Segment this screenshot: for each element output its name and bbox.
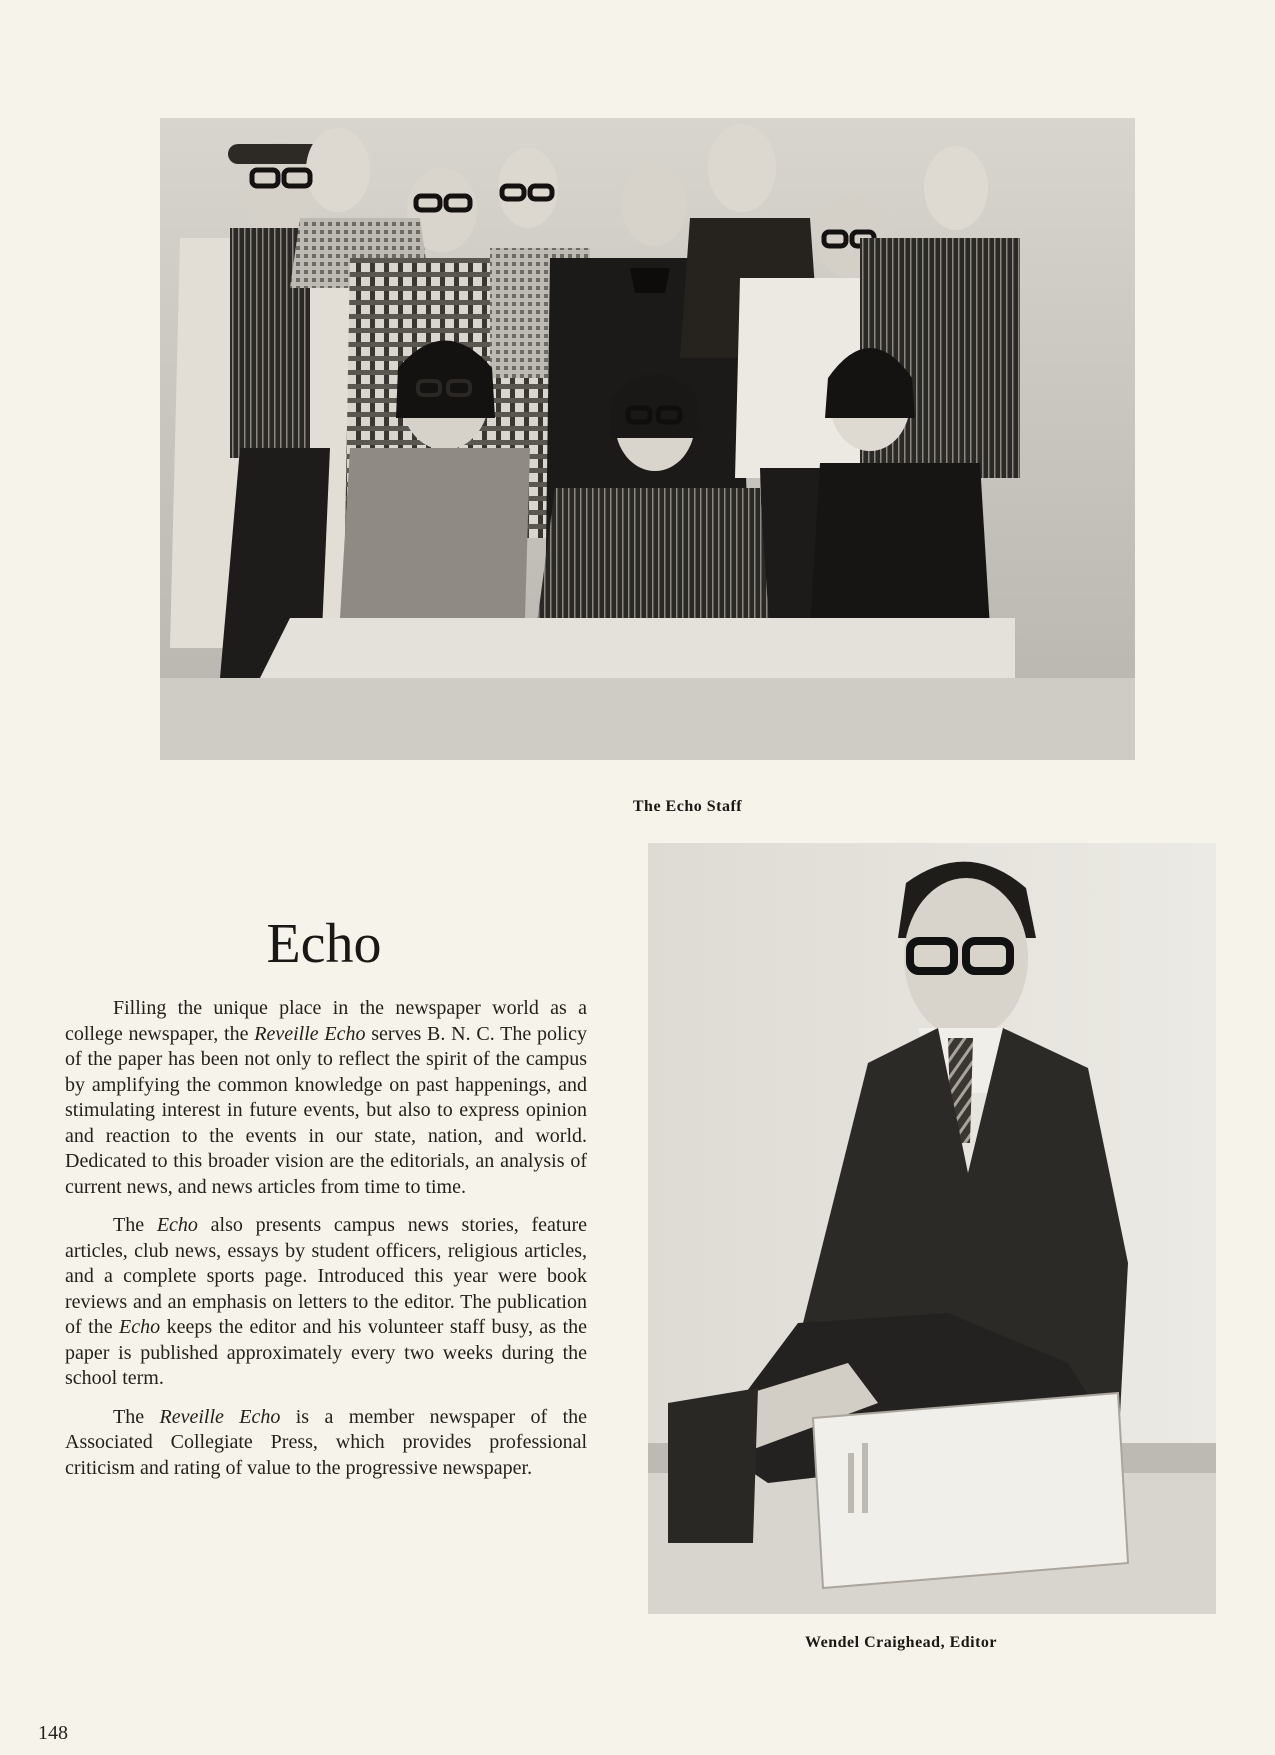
staff-group-photo-illustration	[160, 118, 1135, 760]
article-heading: Echo	[266, 913, 382, 975]
editor-photo-caption: Wendel Craighead, Editor	[805, 1634, 998, 1651]
staff-group-photo	[160, 118, 1135, 760]
staff-photo-caption: The Echo Staff	[632, 798, 743, 815]
article-paragraph-3: The Reveille Echo is a member newspaper of the Associated Collegiate Press, which provides professional criticism and rating of value to the progressive newspaper.	[65, 1405, 587, 1479]
editor-portrait-illustration	[648, 843, 1216, 1614]
article-body	[65, 996, 587, 1494]
page-number: 148	[38, 1722, 68, 1744]
article-paragraph-2: The Echo also presents campus news stories, feature articles, club news, essays by student officers, religious articles, and a complete sports page. Introduced this year were book reviews and an emphasis on letters to the editor. The publication of the Echo keeps the editor and his volunteer staff busy, as the paper is published approximately every two weeks during the school term.	[65, 1214, 587, 1389]
editor-portrait-photo	[648, 843, 1216, 1614]
article-paragraph-1: Filling the unique place in the newspaper world as a college newspaper, the Reveille Echo serves B. N. C. The policy of the paper has been not only to reflect the spirit of the campus by amplifying the common knowledge on past happenings, and stimulating interest in future events, but also to express opinion and reaction to the events in our state, nation, and world. Dedicated to this broader vision are the editorials, an analysis of current news, and news articles from time to time.	[65, 997, 587, 1198]
